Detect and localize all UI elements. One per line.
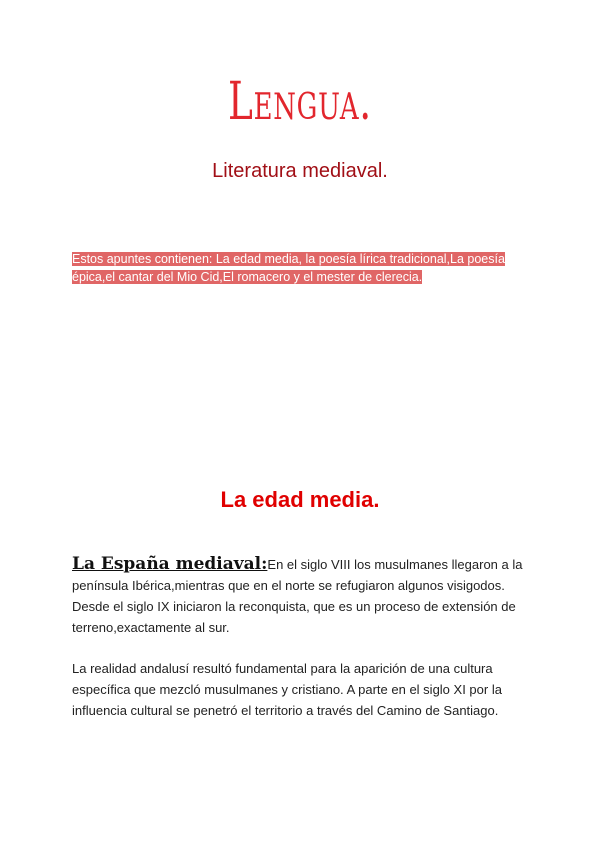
paragraph-realidad-andalusi: La realidad andalusí resultó fundamental para la aparición de una cultura específica que mezcló musulmanes y cristiano. A parte en el siglo XI por la influencia cultural se penetró el territorio a través del Camino de Santiago. <box>72 661 502 718</box>
highlighted-summary-text: Estos apuntes contienen: La edad media, la poesía lírica tradicional,La poesía épica,el cantar del Mio Cid,El romacero y el mester de clerecia. <box>72 252 505 284</box>
inline-heading: La España mediaval: <box>72 554 268 574</box>
paragraph-espana-mediaval <box>72 554 532 638</box>
page-title: Lengua. <box>228 72 372 132</box>
page-subtitle: Literatura mediaval. <box>212 160 388 182</box>
section-heading: La edad media. <box>220 487 380 512</box>
paragraph-text: En el siglo VIII los musulmanes llegaron a la península Ibérica,mientras que en el norte se refugiaron algunos visigodos. Desde el siglo IX iniciaron la reconquista, que es un proceso de extensión de terreno,exactamente al sur. <box>72 557 523 635</box>
highlighted-summary <box>72 250 532 286</box>
